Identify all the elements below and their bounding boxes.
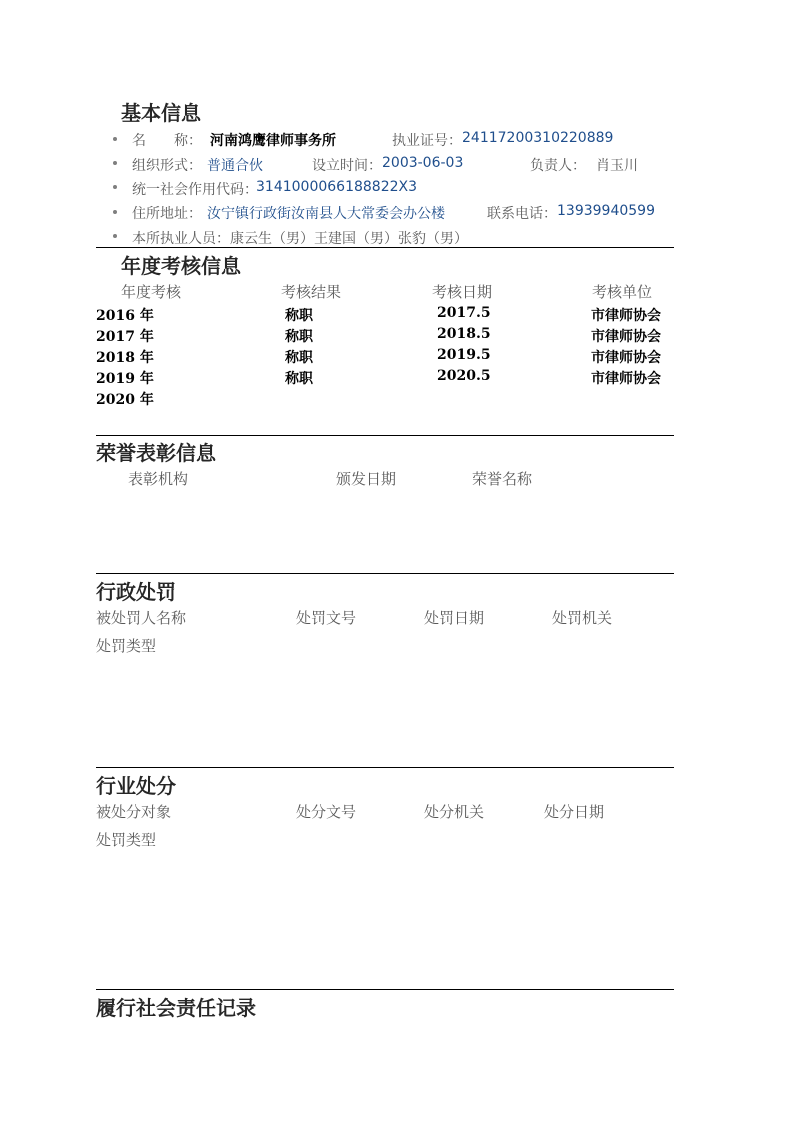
admin-penalty-title: 行政处罚 (96, 580, 176, 604)
honor-header-date: 颁发日期 (336, 470, 397, 488)
industry-header-type: 处罚类型 (96, 831, 157, 849)
established-date: 2003-06-03 (382, 155, 464, 171)
annual-date: 2019.5 (437, 347, 491, 363)
annual-header-date: 考核日期 (432, 283, 493, 301)
form-label: 组织形式： (132, 158, 202, 174)
annual-result: 称职 (285, 350, 313, 366)
section-divider (96, 435, 674, 436)
name-label: 名 称： (132, 133, 202, 149)
admin-header-type: 处罚类型 (96, 637, 157, 655)
industry-header-target: 被处分对象 (96, 803, 172, 821)
social-responsibility-title: 履行社会责任记录 (96, 996, 256, 1020)
credit-code-label: 统一社会作用代码： (132, 182, 258, 198)
license-label: 执业证号： (392, 133, 462, 149)
annual-year: 2019 年 (96, 371, 154, 387)
industry-header-date: 处分日期 (544, 803, 605, 821)
basic-info-title: 基本信息 (121, 101, 201, 125)
section-divider (96, 767, 674, 768)
annual-year: 2020 年 (96, 392, 154, 408)
annual-result: 称职 (285, 371, 313, 387)
honor-header-org: 表彰机构 (128, 470, 189, 488)
bullet-icon (113, 185, 117, 189)
bullet-icon (113, 161, 117, 165)
director-label: 负责人： (530, 158, 586, 174)
bullet-icon (113, 210, 117, 214)
industry-header-authority: 处分机关 (424, 803, 485, 821)
admin-header-authority: 处罚机关 (552, 609, 613, 627)
annual-date: 2017.5 (437, 305, 491, 321)
annual-header-unit: 考核单位 (592, 283, 653, 301)
phone-number: 13939940599 (557, 203, 655, 219)
annual-result: 称职 (285, 308, 313, 324)
established-label: 设立时间： (312, 158, 382, 174)
annual-date: 2018.5 (437, 326, 491, 342)
annual-unit: 市律师协会 (591, 329, 661, 345)
annual-unit: 市律师协会 (591, 371, 661, 387)
credit-code: 3141000066188822X3 (256, 179, 418, 195)
staff-list: 本所执业人员：康云生（男）王建国（男）张豹（男） (132, 231, 468, 247)
annual-review-title: 年度考核信息 (121, 254, 241, 278)
annual-unit: 市律师协会 (591, 308, 661, 324)
form-value: 普通合伙 (207, 158, 263, 174)
bullet-icon (113, 234, 117, 238)
admin-header-date: 处罚日期 (424, 609, 485, 627)
annual-year: 2016 年 (96, 308, 154, 324)
annual-header-year: 年度考核 (121, 283, 182, 301)
address-label: 住所地址： (132, 206, 202, 222)
honor-header-name: 荣誉名称 (472, 470, 533, 488)
annual-result: 称职 (285, 329, 313, 345)
address-value: 汝宁镇行政街汝南县人大常委会办公楼 (207, 206, 445, 222)
annual-date: 2020.5 (437, 368, 491, 384)
director-name: 肖玉川 (596, 158, 638, 174)
bullet-icon (113, 137, 117, 141)
section-divider (96, 989, 674, 990)
annual-unit: 市律师协会 (591, 350, 661, 366)
admin-header-docno: 处罚文号 (296, 609, 357, 627)
firm-name: 河南鸿鹰律师事务所 (210, 133, 336, 149)
section-divider (96, 573, 674, 574)
section-divider (96, 247, 674, 248)
license-number: 24117200310220889 (462, 130, 614, 146)
admin-header-party: 被处罚人名称 (96, 609, 187, 627)
annual-header-result: 考核结果 (281, 283, 342, 301)
industry-penalty-title: 行业处分 (96, 774, 176, 798)
industry-header-docno: 处分文号 (296, 803, 357, 821)
phone-label: 联系电话： (487, 206, 557, 222)
annual-year: 2017 年 (96, 329, 154, 345)
honor-title: 荣誉表彰信息 (96, 441, 216, 465)
annual-year: 2018 年 (96, 350, 154, 366)
